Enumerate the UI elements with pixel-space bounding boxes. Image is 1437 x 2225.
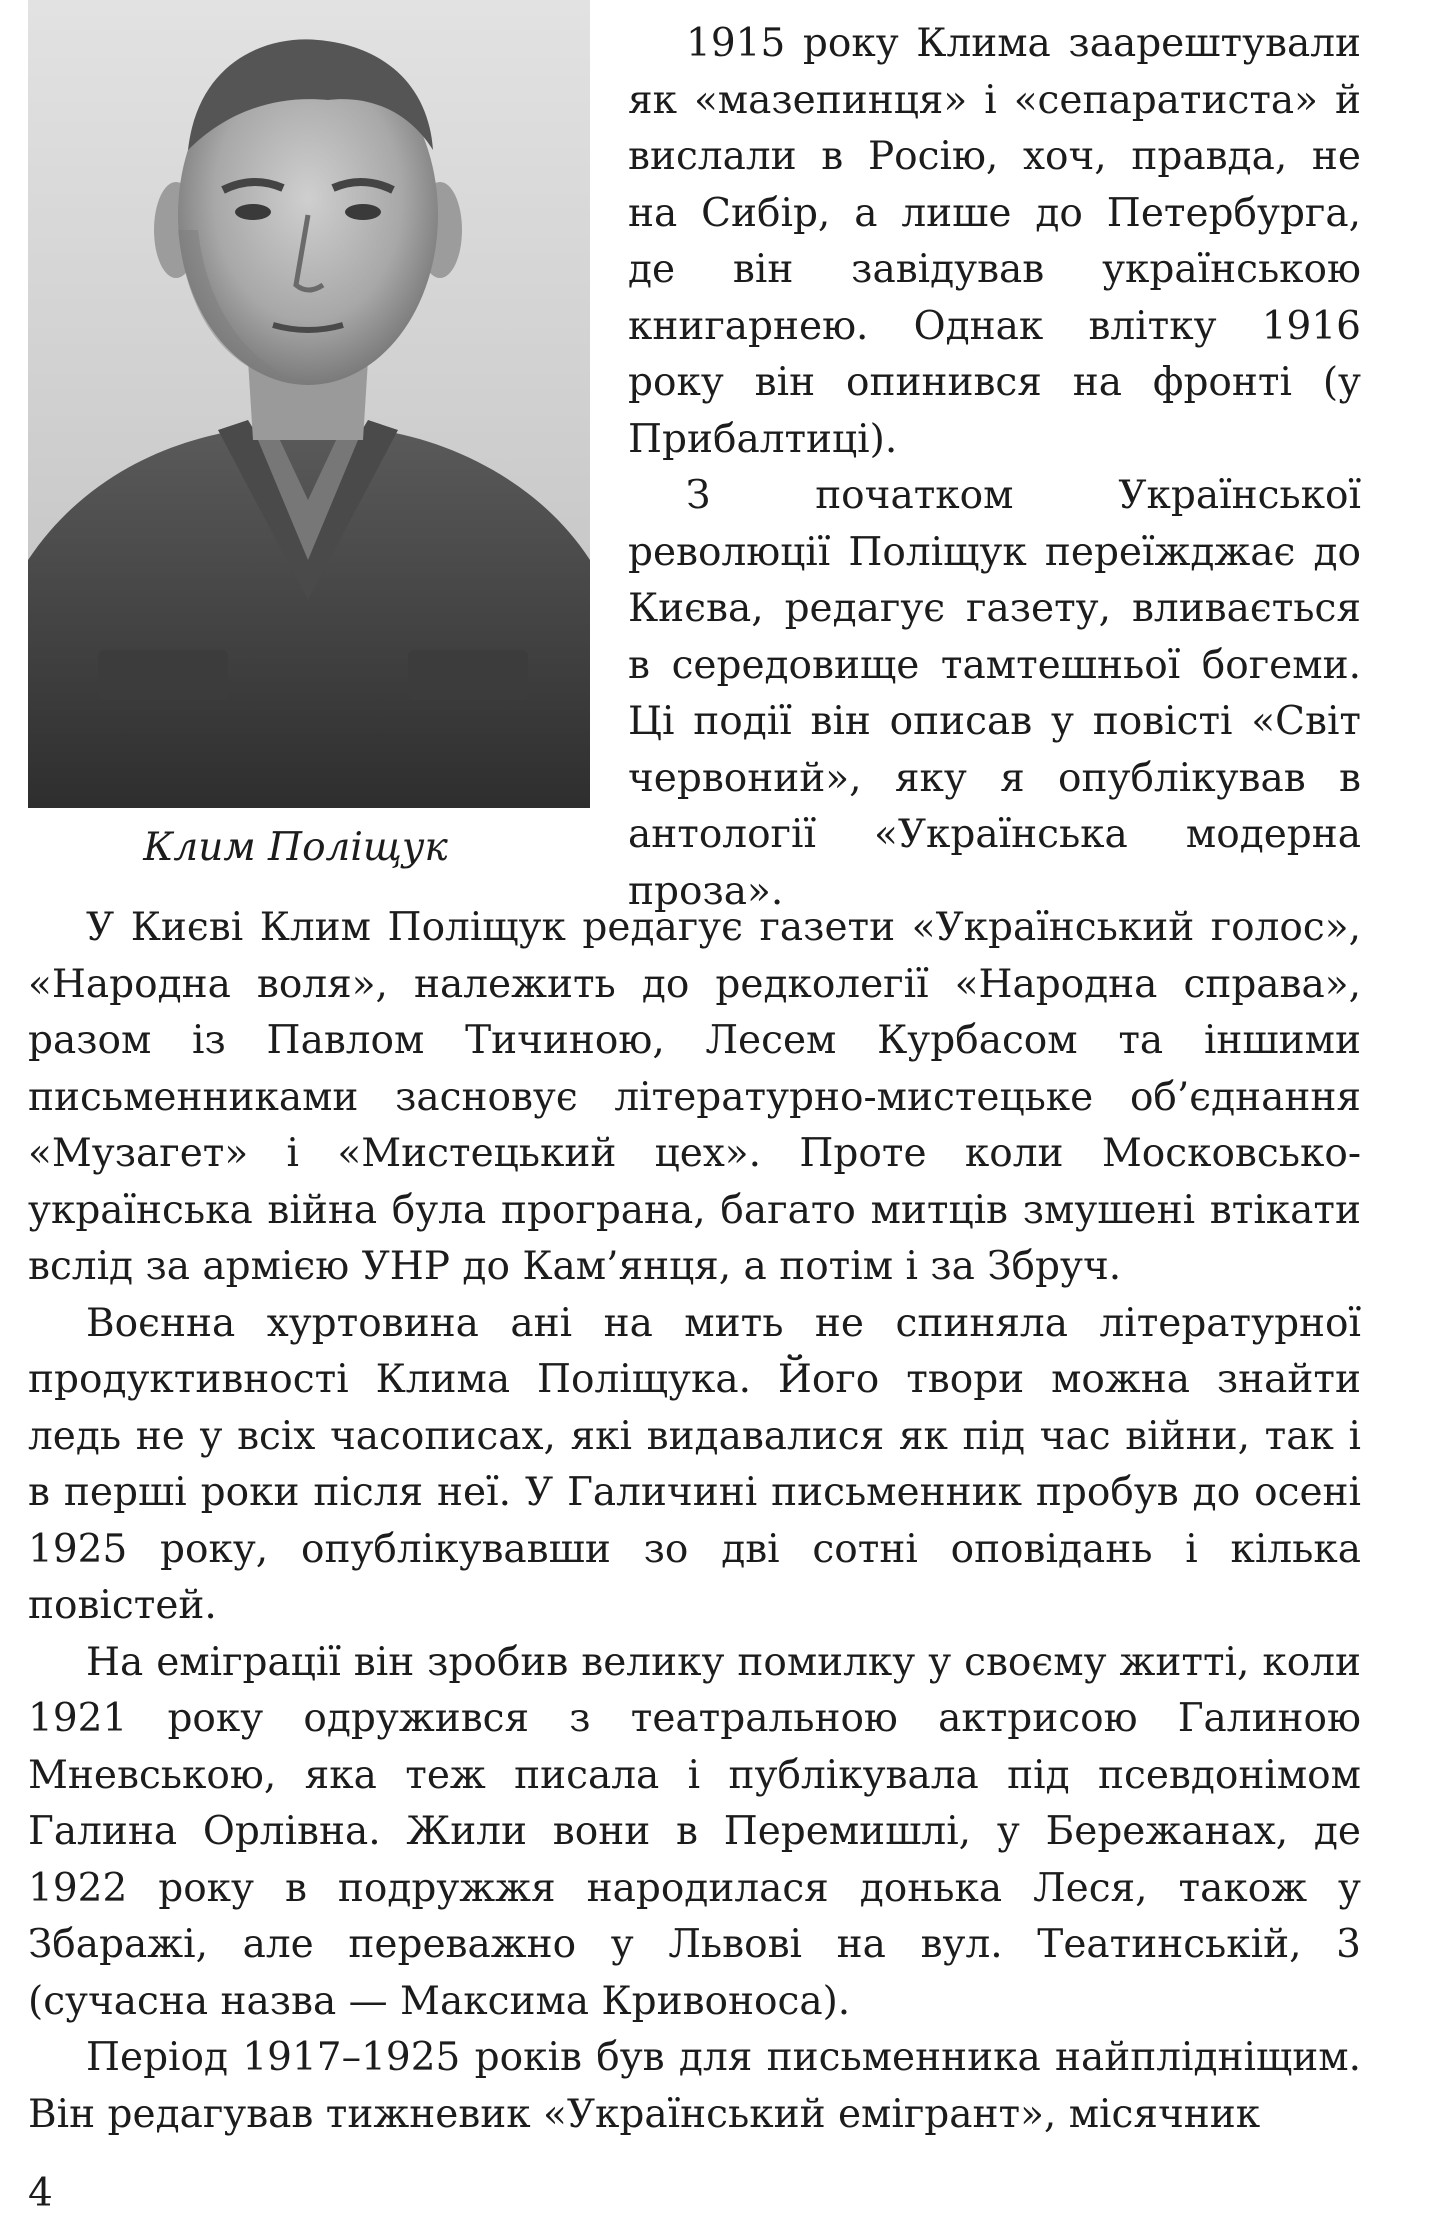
- side-column-text: [628, 16, 1361, 920]
- main-body-text: [28, 900, 1361, 2143]
- paragraph: Період 1917–1925 років був для письменника найплідніщим. Він редагував тижневик «Український емігрант», місячник: [28, 2035, 1361, 2137]
- page-number: 4: [28, 2171, 53, 2216]
- paragraph: З початком Української революції Поліщук переїжджає до Києва, редагує газету, вливається в середовище тамтешньої богеми. Ці події він описав у повісті «Світ червоний», яку я опублікував в антології «Українська модерна проза».: [628, 473, 1361, 914]
- paragraph: 1915 року Клима заарештували як «мазепинця» і «сепаратиста» й вислали в Росію, хоч, правда, не на Сибір, а лише до Петербурга, де він завідував українською книгарнею. Однак влітку 1916 року він опинився на фронті (у Прибалтиці).: [628, 21, 1361, 462]
- paragraph: На еміграції він зробив велику помилку у своєму житті, коли 1921 року одружився з театральною актрисою Галиною Мневською, яка теж писала і публікувала під псевдонімом Галина Орлівна. Жили вони в Перемишлі, у Бережанах, де 1922 року в подружжя народилася донька Леся, також у Збаражі, але переважно у Львові на вул. Театинській, 3 (сучасна назва — Максима Кривоноса).: [28, 1639, 1361, 2024]
- portrait-caption: Клим Поліщук: [143, 825, 448, 870]
- paragraph: У Києві Клим Поліщук редагує газети «Український голос», «Народна воля», належить до редколегії «Народна справа», разом із Павлом Тичиною, Лесем Курбасом та іншими письменниками засновує літературно-мистецьке об’єднання «Музагет» і «Мистецький цех». Проте коли Московсько-українська війна була програна, багато митців змушені втікати вслід за армією УНР до Кам’янця, а потім і за Збруч.: [28, 905, 1361, 1289]
- portrait-figure: [28, 0, 593, 872]
- portrait-illustration: [28, 0, 590, 808]
- paragraph: Воєнна хуртовина ані на мить не спиняла літературної продуктивності Клима Поліщука. Його твори можна знайти ледь не у всіх часописах, які видавалися як під час війни, так і в перші роки після неї. У Галичині письменник пробув до осені 1925 року, опублікувавши зо дві сотні оповідань і кілька повістей.: [28, 1300, 1361, 1628]
- portrait-photo: [28, 0, 590, 808]
